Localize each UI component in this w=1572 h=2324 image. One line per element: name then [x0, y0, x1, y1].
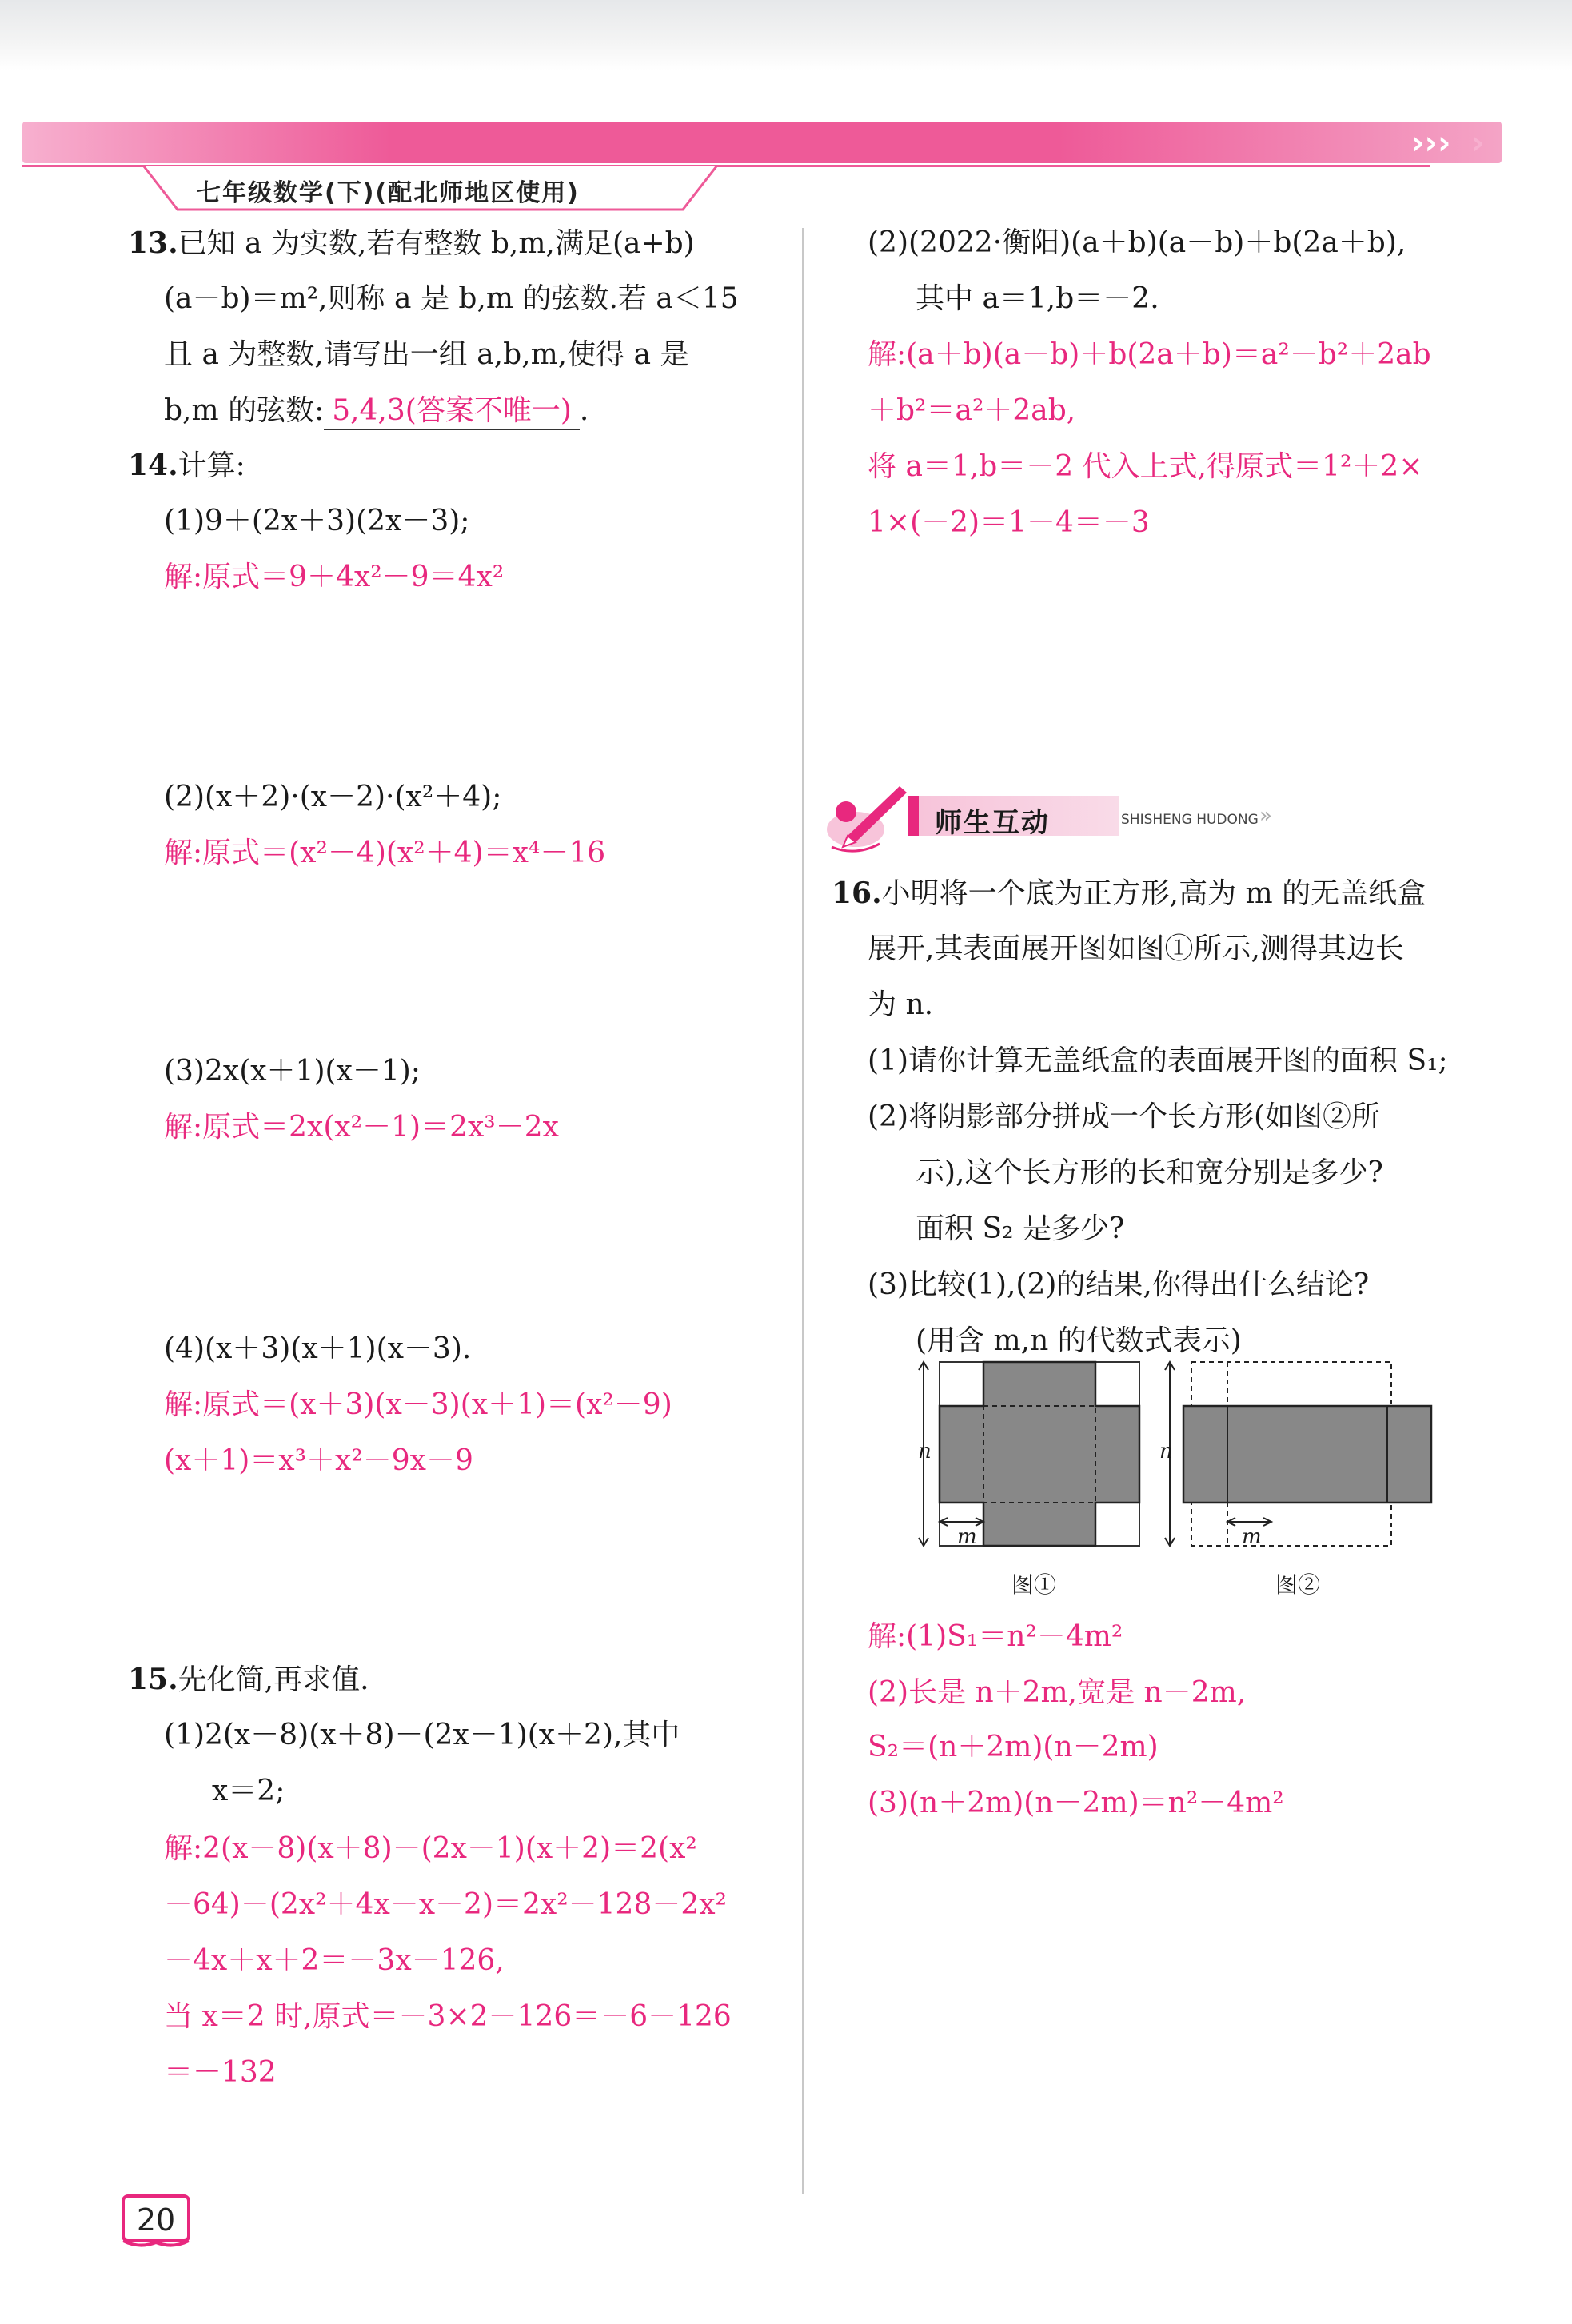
- section-title-box: [908, 796, 1119, 839]
- scan-shadow: [0, 0, 1572, 70]
- q13-line-4: [164, 393, 589, 430]
- q16-number: 16.: [832, 876, 882, 910]
- q14-header: [128, 448, 245, 484]
- q13-number: 13.: [128, 226, 178, 260]
- q16-sub2-line-3: 面积 S₂ 是多少?: [916, 1212, 1125, 1245]
- q15-title: 先化简,再求值.: [178, 1663, 369, 1696]
- q15-p1-answer-line-3: －4x＋x＋2＝－3x－126,: [164, 1944, 505, 1977]
- q13-text: 已知 a 为实数,若有整数 b,m,满足(a+b): [178, 227, 695, 260]
- header-banner: [22, 122, 1502, 163]
- q16-sub3-line-2: (用含 m,n 的代数式表示): [916, 1324, 1242, 1357]
- q14-p3-problem: (3)2x(x＋1)(x－1);: [164, 1055, 421, 1088]
- chevron-right-icon: ›››: [1411, 125, 1451, 162]
- figure-2: [1159, 1360, 1439, 1551]
- q15-p1-answer-line-2: －64)－(2x²＋4x－x－2)＝2x²－128－2x²: [164, 1888, 727, 1921]
- pencil-icon: [824, 780, 912, 860]
- q13-line-3: 且 a 为整数,请写出一组 a,b,m,使得 a 是: [164, 338, 689, 371]
- page-header-title: 七年级数学(下)(配北师地区使用): [197, 179, 580, 207]
- section-subtitle: SHISHENG HUDONG: [1121, 812, 1259, 828]
- q15-p2-answer-line-1: 解:(a＋b)(a－b)＋b(2a＋b)＝a²－b²＋2ab: [868, 338, 1431, 371]
- q15-p2-answer-line-2: ＋b²＝a²＋2ab,: [868, 394, 1076, 427]
- fig2-caption: 图②: [1275, 1571, 1321, 1598]
- q15-p1-answer-line-5: ＝－132: [164, 2056, 277, 2089]
- q15-p2-answer-line-4: 1×(－2)＝1－4＝－3: [868, 506, 1150, 539]
- q16-line-3: 为 n.: [868, 988, 934, 1021]
- q13-last-suffix: .: [579, 394, 589, 427]
- q16-line-1: [832, 876, 1426, 912]
- q16-sub1: (1)请你计算无盖纸盒的表面展开图的面积 S₁;: [868, 1044, 1448, 1077]
- q16-sub3-line-1: (3)比较(1),(2)的结果,你得出什么结论?: [868, 1268, 1370, 1301]
- section-title: 师生互动: [935, 807, 1050, 839]
- q16-answer-line-2: (2)长是 n＋2m,宽是 n－2m,: [868, 1676, 1247, 1709]
- fig1-n-label: n: [918, 1440, 932, 1463]
- q15-number: 15.: [128, 1663, 178, 1696]
- q13-last-prefix: b,m 的弦数:: [164, 394, 325, 427]
- q15-header: [128, 1662, 369, 1698]
- q14-p4-answer-line-2: (x＋1)＝x³＋x²－9x－9: [164, 1444, 473, 1477]
- fig1-caption: 图①: [1011, 1571, 1057, 1598]
- q13-line-2: (a－b)＝m²,则称 a 是 b,m 的弦数.若 a＜15: [164, 282, 739, 315]
- q15-p1-problem-line-2: x＝2;: [212, 1775, 285, 1807]
- q13-answer-blank: [324, 393, 580, 430]
- page-number-badge: [120, 2193, 192, 2250]
- q14-p4-problem: (4)(x＋3)(x＋1)(x－3).: [164, 1332, 472, 1365]
- page-number: 20: [136, 2202, 176, 2238]
- q16-text: 小明将一个底为正方形,高为 m 的无盖纸盒: [881, 877, 1426, 910]
- q15-p2-answer-line-3: 将 a＝1,b＝－2 代入上式,得原式＝1²＋2×: [868, 450, 1423, 483]
- chevron-right-icon: ›: [1471, 125, 1485, 162]
- fig2-m-label: m: [1242, 1525, 1262, 1549]
- q14-title: 计算:: [178, 449, 245, 482]
- q14-p4-answer-line-1: 解:原式＝(x＋3)(x－3)(x＋1)＝(x²－9): [164, 1388, 672, 1421]
- q15-p2-problem-line-1: (2)(2022·衡阳)(a＋b)(a－b)＋b(2a＋b),: [868, 226, 1406, 259]
- double-chevron-icon: »: [1259, 804, 1272, 828]
- q14-p1-answer: 解:原式＝9＋4x²－9＝4x²: [164, 561, 505, 593]
- q15-p1-answer-line-4: 当 x＝2 时,原式＝－3×2－126＝－6－126: [164, 2000, 732, 2033]
- q13-line-1: [128, 226, 695, 262]
- rectangle-diagram: [1163, 1360, 1439, 1551]
- section-header: [824, 780, 1351, 860]
- fig1-m-label: m: [957, 1525, 977, 1549]
- q14-p2-problem: (2)(x＋2)·(x－2)·(x²＋4);: [164, 781, 502, 813]
- q14-p2-answer: 解:原式＝(x²－4)(x²＋4)＝x⁴－16: [164, 837, 606, 869]
- box-net-diagram: [912, 1360, 1143, 1551]
- q16-sub2-line-2: 示),这个长方形的长和宽分别是多少?: [916, 1156, 1383, 1189]
- q14-number: 14.: [128, 449, 178, 482]
- q13-answer: 5,4,3(答案不唯一): [332, 394, 572, 427]
- column-divider: [802, 228, 804, 2194]
- q16-answer-line-4: (3)(n＋2m)(n－2m)＝n²－4m²: [868, 1787, 1284, 1819]
- q16-line-2: 展开,其表面展开图如图①所示,测得其边长: [868, 932, 1404, 965]
- q15-p1-answer-line-1: 解:2(x－8)(x＋8)－(2x－1)(x＋2)＝2(x²: [164, 1832, 697, 1865]
- q15-p1-problem-line-1: (1)2(x－8)(x＋8)－(2x－1)(x＋2),其中: [164, 1719, 680, 1751]
- q15-p2-problem-line-2: 其中 a＝1,b＝－2.: [916, 282, 1159, 315]
- q16-answer-line-1: 解:(1)S₁＝n²－4m²: [868, 1620, 1123, 1653]
- header-tab: [142, 165, 718, 213]
- q16-sub2-line-1: (2)将阴影部分拼成一个长方形(如图②所: [868, 1100, 1381, 1133]
- q16-answer-line-3: S₂＝(n＋2m)(n－2m): [868, 1731, 1159, 1763]
- q14-p3-answer: 解:原式＝2x(x²－1)＝2x³－2x: [164, 1111, 559, 1144]
- figure-1: [912, 1360, 1143, 1551]
- q14-p1-problem: (1)9＋(2x＋3)(2x－3);: [164, 505, 470, 537]
- fig2-n-label: n: [1159, 1440, 1173, 1463]
